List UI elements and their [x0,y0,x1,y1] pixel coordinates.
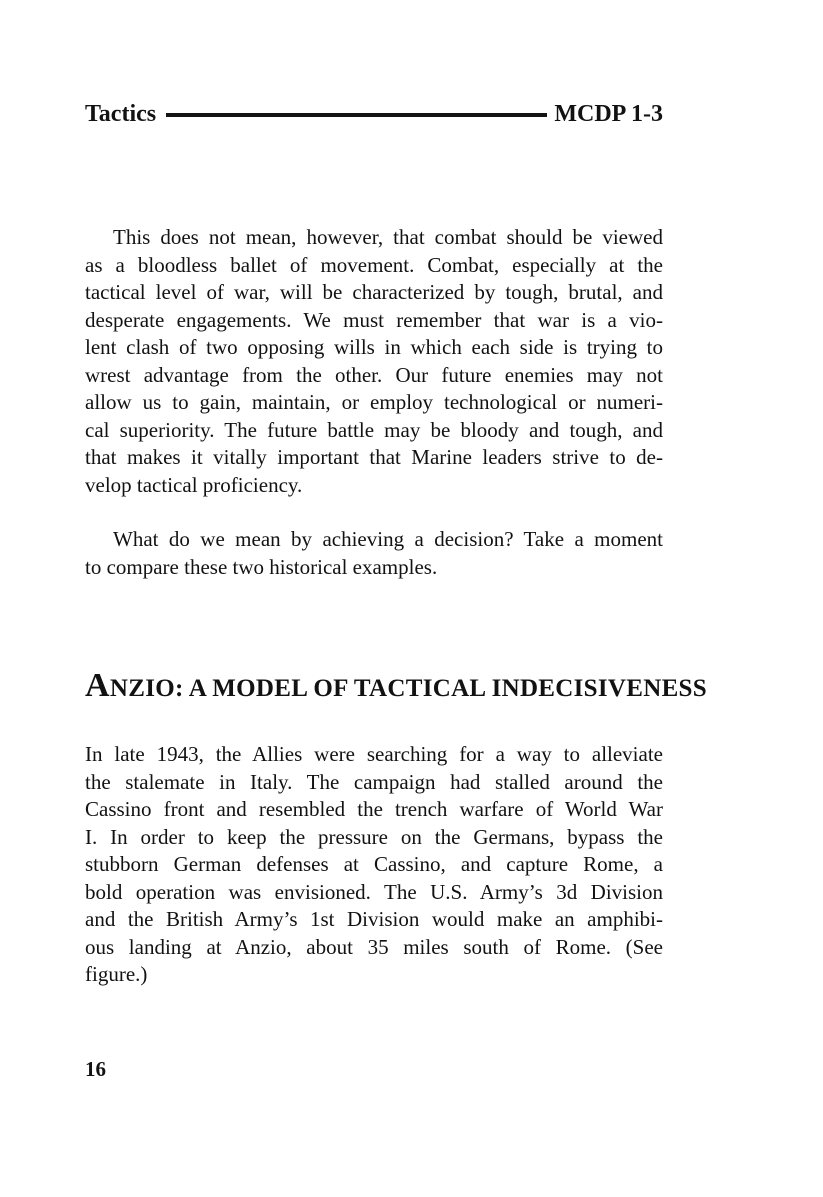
paragraph-1 [85,224,663,499]
text-line: In late 1943, the Allies were searching for a way to alleviate [85,742,663,766]
header-title: Tactics [85,101,157,127]
text-line: desperate engagements. We must remember that war is a vio- [85,307,663,332]
text-line: stubborn German defenses at Cassino, and capture Rome, a [85,852,663,876]
text-line: the stalemate in Italy. The campaign had stalled around the [85,769,663,794]
running-header [85,100,663,128]
text-line: wrest advantage from the other. Our future enemies may not [85,362,663,387]
text-line: ous landing at Anzio, about 35 miles south of Rome. (See [85,934,663,959]
text-line: allow us to gain, maintain, or employ technological or numeri- [85,390,663,414]
section-heading-initial: A [85,667,110,704]
text-line: lent clash of two opposing wills in which each side is trying to [85,335,663,359]
text-line: to compare these two historical examples. [85,554,438,579]
text-line: tactical level of war, will be characterized by tough, brutal, and [85,280,663,304]
section-heading-rest: NZIO: A MODEL OF TACTICAL INDECISIVENESS [109,675,707,702]
text-line: cal superiority. The future battle may be bloody and tough, and [85,417,663,442]
paragraph-3 [85,741,663,989]
section-heading [85,666,725,709]
text-line: bold operation was envisioned. The U.S. Army’s 3d Division [85,879,663,904]
text-line: as a bloodless ballet of movement. Combat, especially at the [85,252,663,277]
header-doc-id: MCDP 1-3 [554,101,663,127]
text-line: I. In order to keep the pressure on the Germans, bypass the [85,824,663,849]
page-number: 16 [85,1057,106,1081]
text-line: velop tactical proficiency. [85,472,303,497]
text-line: that makes it vitally important that Marine leaders strive to de- [85,445,663,469]
text-line: figure.) [85,962,148,986]
header-rule [166,113,547,117]
text-line: and the British Army’s 1st Division would make an amphibi- [85,907,663,931]
text-line: What do we mean by achieving a decision? Take a moment [113,527,663,551]
text-line: Cassino front and resembled the trench warfare of World War [85,797,663,821]
paragraph-2 [85,526,663,581]
text-line: This does not mean, however, that combat should be viewed [113,225,663,249]
